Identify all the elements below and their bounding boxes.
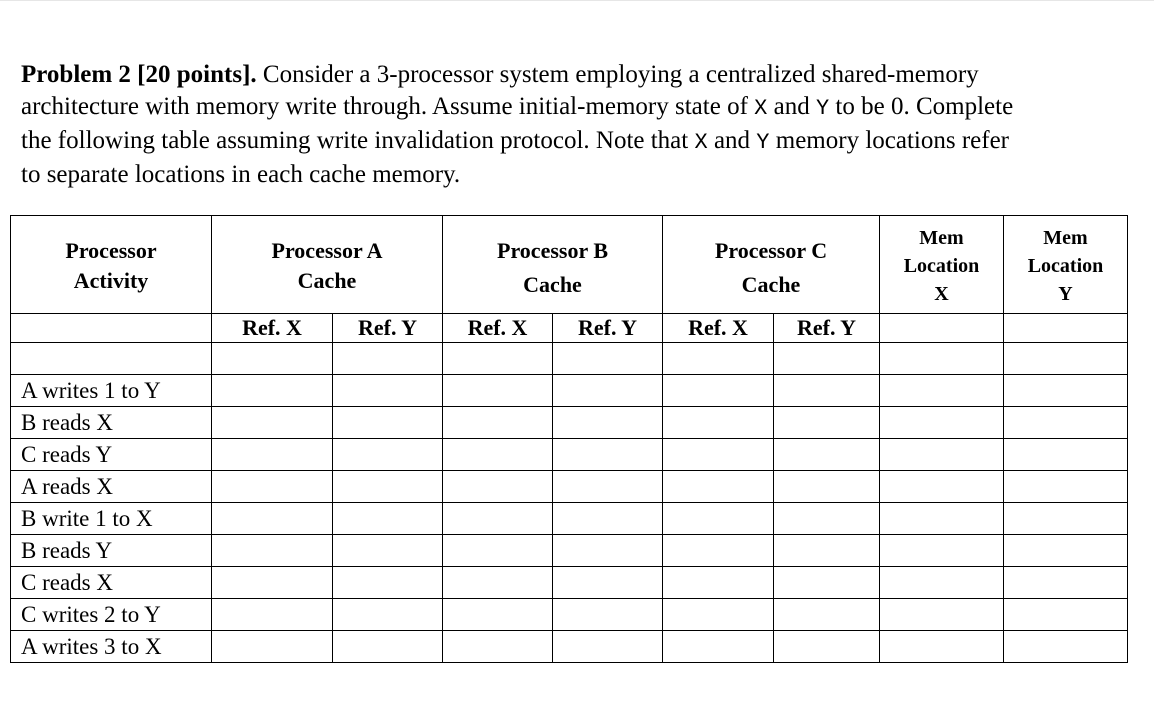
answer-cell[interactable] [333, 375, 443, 407]
answer-cell[interactable] [553, 471, 663, 503]
answer-cell[interactable] [553, 567, 663, 599]
answer-cell[interactable] [333, 343, 443, 375]
subheader-mem-y-cell [1004, 314, 1128, 343]
problem-title: Problem 2 [20 points]. [21, 61, 257, 88]
problem-text: the following table assuming write invalidation protocol. Note that [21, 127, 689, 154]
answer-cell[interactable] [443, 567, 553, 599]
table-row [11, 471, 1128, 503]
table-row [11, 535, 1128, 567]
answer-cell[interactable] [663, 535, 774, 567]
answer-cell[interactable] [774, 407, 880, 439]
answer-cell[interactable] [1004, 567, 1128, 599]
header-mem-y: Mem Location Y [1004, 216, 1128, 314]
answer-cell[interactable] [212, 375, 333, 407]
subheader-row [11, 314, 1128, 343]
answer-cell[interactable] [443, 375, 553, 407]
answer-cell[interactable] [333, 439, 443, 471]
problem-text: Consider a 3-processor system employing a centralized shared-memory [262, 61, 979, 88]
header-activity: Processor Activity [11, 216, 212, 314]
answer-cell[interactable] [212, 343, 333, 375]
answer-cell[interactable] [774, 471, 880, 503]
answer-cell[interactable] [212, 439, 333, 471]
subheader-empty-cell [11, 314, 212, 343]
answer-cell[interactable] [1004, 343, 1128, 375]
answer-cell[interactable] [880, 503, 1004, 535]
answer-cell[interactable] [212, 503, 333, 535]
answer-cell[interactable] [663, 439, 774, 471]
answer-cell[interactable] [880, 567, 1004, 599]
answer-cell[interactable] [443, 407, 553, 439]
subheader-ref-y-c: Ref. Y [774, 314, 880, 343]
answer-cell[interactable] [212, 599, 333, 631]
initial-state-row [11, 343, 1128, 375]
answer-cell[interactable] [443, 471, 553, 503]
answer-cell[interactable] [880, 343, 1004, 375]
answer-cell[interactable] [663, 631, 774, 663]
answer-cell[interactable] [1004, 471, 1128, 503]
activity-cell: C reads X [11, 567, 212, 599]
answer-cell[interactable] [212, 631, 333, 663]
answer-cell[interactable] [553, 407, 663, 439]
answer-cell[interactable] [774, 439, 880, 471]
problem-line-3 [21, 125, 1141, 159]
answer-cell[interactable] [880, 599, 1004, 631]
var-y: Y [815, 96, 830, 121]
header-row [11, 216, 1128, 314]
answer-cell[interactable] [553, 375, 663, 407]
answer-cell[interactable] [774, 535, 880, 567]
answer-cell[interactable] [663, 407, 774, 439]
table-cell [11, 343, 212, 375]
answer-cell[interactable] [774, 343, 880, 375]
answer-cell[interactable] [333, 599, 443, 631]
answer-cell[interactable] [443, 535, 553, 567]
header-processor-a: Processor A Cache [212, 216, 443, 314]
answer-cell[interactable] [553, 503, 663, 535]
answer-cell[interactable] [663, 471, 774, 503]
answer-cell[interactable] [443, 631, 553, 663]
answer-cell[interactable] [553, 535, 663, 567]
answer-cell[interactable] [880, 407, 1004, 439]
var-y: Y [756, 130, 770, 155]
answer-cell[interactable] [663, 503, 774, 535]
answer-cell[interactable] [443, 503, 553, 535]
answer-cell[interactable] [774, 567, 880, 599]
problem-line-4: to separate locations in each cache memory. [21, 161, 461, 188]
activity-cell: A writes 3 to X [11, 631, 212, 663]
activity-cell: B write 1 to X [11, 503, 212, 535]
problem-text: architecture with memory write through. Assume initial-memory state of [21, 93, 748, 120]
table-row [11, 407, 1128, 439]
table-row [11, 439, 1128, 471]
answer-cell[interactable] [774, 375, 880, 407]
subheader-ref-x-b: Ref. X [443, 314, 553, 343]
answer-cell[interactable] [880, 439, 1004, 471]
answer-cell[interactable] [212, 535, 333, 567]
answer-cell[interactable] [663, 375, 774, 407]
answer-cell[interactable] [333, 631, 443, 663]
subheader-ref-x-c: Ref. X [663, 314, 774, 343]
activity-cell: A reads X [11, 471, 212, 503]
answer-cell[interactable] [1004, 631, 1128, 663]
top-divider [0, 0, 1154, 1]
subheader-ref-y-a: Ref. Y [333, 314, 443, 343]
answer-cell[interactable] [774, 503, 880, 535]
problem-text: to be 0. Complete [835, 93, 1014, 120]
answer-cell[interactable] [880, 375, 1004, 407]
answer-cell[interactable] [663, 599, 774, 631]
activity-cell: A writes 1 to Y [11, 375, 212, 407]
activity-cell: C writes 2 to Y [11, 599, 212, 631]
problem-line-1 [21, 59, 1141, 91]
answer-cell[interactable] [333, 503, 443, 535]
answer-cell[interactable] [1004, 535, 1128, 567]
header-processor-c: Processor C Cache [663, 216, 880, 314]
answer-cell[interactable] [1004, 599, 1128, 631]
activity-cell: B reads X [11, 407, 212, 439]
problem-text: memory locations refer [775, 127, 1009, 154]
answer-cell[interactable] [553, 343, 663, 375]
problem-text: and [773, 93, 810, 120]
answer-cell[interactable] [663, 343, 774, 375]
table-row [11, 375, 1128, 407]
answer-cell[interactable] [553, 631, 663, 663]
answer-cell[interactable] [880, 471, 1004, 503]
table-row [11, 567, 1128, 599]
table-row [11, 503, 1128, 535]
answer-cell[interactable] [212, 567, 333, 599]
answer-cell[interactable] [333, 567, 443, 599]
answer-cell[interactable] [880, 535, 1004, 567]
var-x: X [694, 130, 708, 155]
answer-cell[interactable] [1004, 503, 1128, 535]
subheader-ref-y-b: Ref. Y [553, 314, 663, 343]
problem-line-2 [21, 91, 1141, 125]
activity-cell: B reads Y [11, 535, 212, 567]
activity-cell: C reads Y [11, 439, 212, 471]
answer-cell[interactable] [212, 471, 333, 503]
table-row [11, 599, 1128, 631]
answer-cell[interactable] [1004, 439, 1128, 471]
answer-cell[interactable] [333, 535, 443, 567]
answer-cell[interactable] [553, 599, 663, 631]
answer-cell[interactable] [443, 343, 553, 375]
answer-cell[interactable] [663, 567, 774, 599]
answer-cell[interactable] [333, 471, 443, 503]
answer-cell[interactable] [880, 631, 1004, 663]
answer-cell[interactable] [774, 631, 880, 663]
subheader-ref-x-a: Ref. X [212, 314, 333, 343]
answer-cell[interactable] [443, 439, 553, 471]
problem-statement [21, 59, 1141, 191]
subheader-mem-x-cell [880, 314, 1004, 343]
header-processor-b: Processor B Cache [443, 216, 663, 314]
answer-cell[interactable] [333, 407, 443, 439]
answer-cell[interactable] [1004, 407, 1128, 439]
var-x: X [754, 96, 768, 121]
answer-cell[interactable] [1004, 375, 1128, 407]
coherence-table [10, 215, 1128, 663]
answer-cell[interactable] [443, 599, 553, 631]
answer-cell[interactable] [212, 407, 333, 439]
problem-text: and [713, 127, 751, 154]
table-row [11, 631, 1128, 663]
answer-cell[interactable] [774, 599, 880, 631]
header-mem-x: Mem Location X [880, 216, 1004, 314]
answer-cell[interactable] [553, 439, 663, 471]
